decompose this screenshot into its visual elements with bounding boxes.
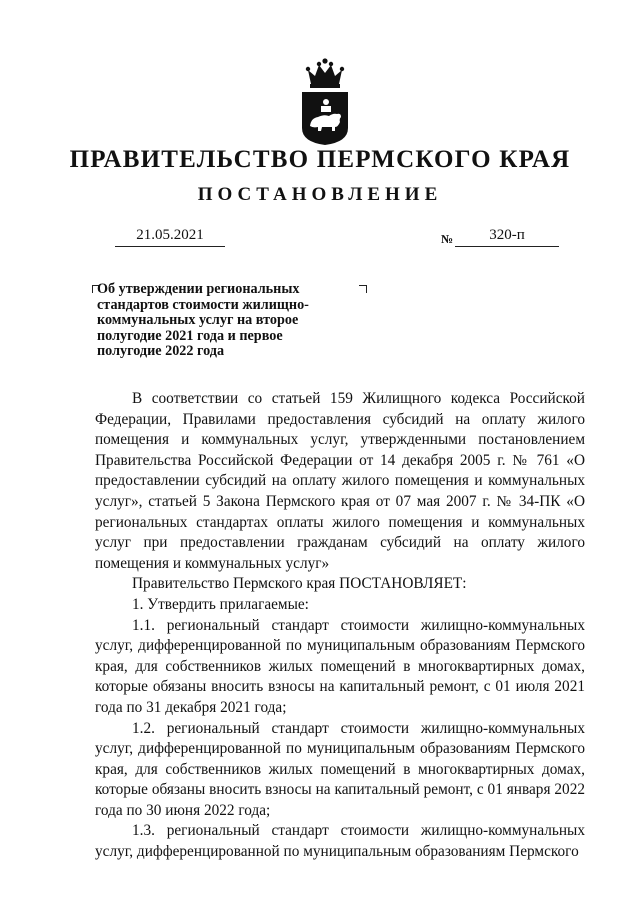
body-paragraph: 1.3. региональный стандарт стоимости жилищно-коммунальных услуг, дифференцированной по муниципальным образованиям Пермского	[95, 822, 585, 861]
document-subject: Об утверждении региональных стандартов стоимости жилищно-коммунальных услуг на второе полугодие 2021 года и первое полугодие 2022 года	[97, 281, 309, 359]
subject-corner-right	[359, 285, 367, 293]
document-date: 21.05.2021	[115, 227, 225, 247]
document-number: 320-п	[455, 227, 559, 247]
body-paragraph: 1.1. региональный стандарт стоимости жилищно-коммунальных услуг, дифференцированной по муниципальным образованиям Пермского края, для собственников жилых помещений в многоквартирных домах, которые обязаны вносить взносы на капитальный ремонт, с 01 июля 2021 года по 31 декабря 2021 года;	[95, 616, 585, 716]
body-paragraph: 1. Утвердить прилагаемые:	[132, 595, 309, 613]
document-body	[95, 389, 585, 863]
body-paragraph: Правительство Пермского края ПОСТАНОВЛЯЕТ:	[132, 575, 467, 593]
number-sign: №	[441, 232, 454, 246]
perm-krai-coat-of-arms-icon	[298, 56, 352, 146]
government-title: ПРАВИТЕЛЬСТВО ПЕРМСКОГО КРАЯ	[69, 146, 571, 173]
body-paragraph: В соответствии со статьей 159 Жилищного кодекса Российской Федерации, Правилами предоставления субсидий на оплату жилого помещения и коммунальных услуг, утвержденными постановлением Правительства Российской Федерации от 14 декабря 2005 г. № 761 «О предоставлении субсидий на оплату жилого помещения и коммунальных услуг», статьей 5 Закона Пермского края от 07 мая 2007 г. № 34-ПК «О региональных стандартах оплаты жилого помещения и коммунальных услуг при предоставлении гражданам субсидий на оплату жилого помещения и коммунальных услуг»	[95, 390, 585, 572]
body-paragraph: 1.2. региональный стандарт стоимости жилищно-коммунальных услуг, дифференцированной по муниципальным образованиям Пермского края, для собственников жилых помещений в многоквартирных домах, которые обязаны вносить взносы на капитальный ремонт, с 01 января 2022 года по 30 июня 2022 года;	[95, 719, 585, 819]
document-type: ПОСТАНОВЛЕНИЕ	[197, 184, 443, 205]
